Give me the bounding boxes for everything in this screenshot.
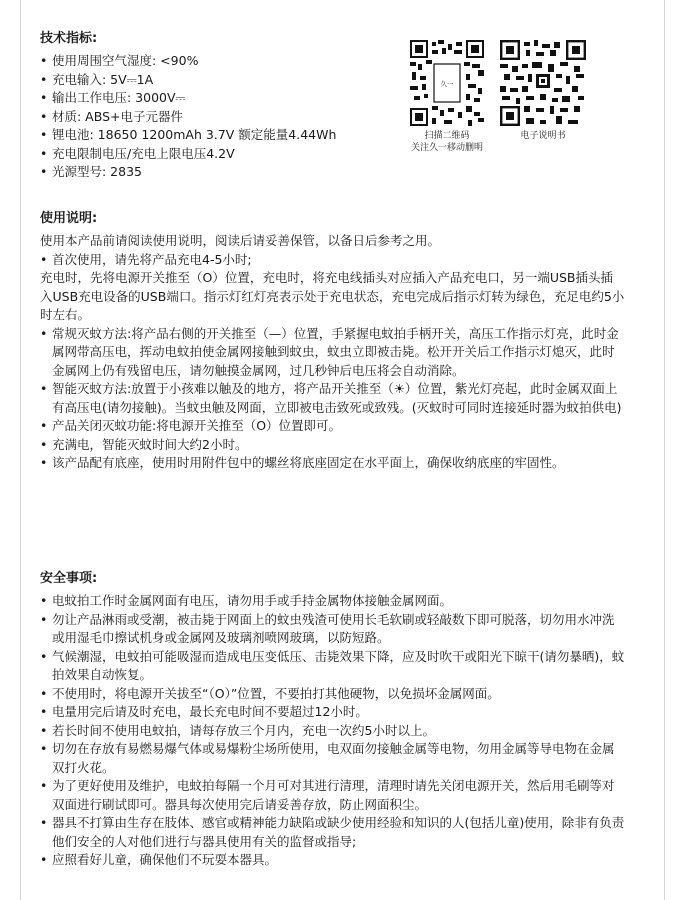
safety-item: • 切勿在存放有易燃易爆气体或易爆粉尘场所使用，电双面勿接触金属等电物，勿用金属等导电物在金属双打火花。: [40, 740, 625, 777]
qr-logo-text: 久一: [440, 80, 454, 88]
usage-item-charging: 充电时，先将电源开关推至（O）位置，充电时，将充电线插头对应插入产品充电口，另一端USB插头插入USB充电设备的USB端口。指示灯红灯亮表示处于充电状态，充电完成后指示灯转为绿色，充足电约5小时左右。: [40, 270, 625, 322]
safety-item: • 电蚊拍工作时金属网面有电压，请勿用手或手持金属物体接触金属网面。: [40, 592, 625, 611]
qr-follow-caption: [392, 130, 502, 154]
usage-item-first-use: • 首次使用，请先将产品充电4-5小时;: [40, 251, 625, 270]
spec-material: • 材质: ABS+电子元器件: [40, 108, 385, 127]
qr-follow-caption-line1: 扫描二维码: [424, 131, 470, 141]
qr-follow-caption-line2: 关注久一移动删明: [410, 143, 483, 153]
safety-section: [40, 570, 625, 870]
usage-intro: 使用本产品前请阅读使用说明，阅读后请妥善保管，以备日后参考之用。: [40, 233, 441, 248]
usage-item-turn-off: • 产品关闭灭蚊功能:将电源开关推至（O）位置即可。: [40, 417, 625, 436]
spec-light-source: • 光源型号: 2835: [40, 163, 385, 182]
safety-item: • 若长时间不使用电蚊拍，请每存放三个月内，充电一次约5小时以上。: [40, 722, 625, 741]
spec-charge-limit: [40, 145, 385, 164]
specs-section: [40, 30, 385, 182]
safety-item: • 不使用时，将电源开关拔至“（O）”位置，不要拍打其他硬物，以免损坏金属网面。: [40, 685, 625, 704]
spec-charge-input: • 充电输入: 5V⎓1A: [40, 71, 385, 90]
safety-item: • 勿让产品淋雨或受潮，被击毙于网面上的蚊虫残渣可使用长毛软刷或轻敲数下即可脱落，切勿用水冲洗或用湿毛巾擦试机身或金属网及玻璃剂喷网玻璃，以防短路。: [40, 611, 625, 648]
usage-item-normal-mode: • 常规灭蚊方法:将产品右侧的开关推至（—）位置，手紧握电蚊拍手柄开关，高压工作指示灯亮，此时金属网带高压电，挥动电蚊拍使金属网接触到蚊虫，蚊虫立即被击毙。松开开关后工作指示灯熄灭，此时金属网上仍有残留电压，请勿触摸金属网，过几秒钟后电压将会自动消除。: [40, 325, 625, 381]
usage-list: [40, 232, 625, 473]
usage-item-base: • 该产品配有底座，使用时用附件包中的螺丝将底座固定在水平面上，确保收纳底座的牢固性。: [40, 454, 625, 473]
qr-code-follow-icon: [410, 40, 484, 126]
safety-item: • 应照看好儿童，确保他们不玩耍本器具。: [40, 851, 625, 870]
usage-item-smart-mode: • 智能灭蚊方法:放置于小孩难以触及的地方，将产品开关推至（☀）位置，紫光灯亮起，此时金属双面上有高压电(请勿接触)。当蚊虫触及网面，立即被电击致死或致残。(灭蚊时可同时连接延时器为蚊拍供电): [40, 380, 625, 417]
spec-output-voltage: • 输出工作电压: 3000V⎓: [40, 89, 385, 108]
qr-manual-caption-text: 电子说明书: [520, 131, 566, 141]
safety-title: 安全事项:: [40, 571, 98, 586]
qr-follow: [392, 40, 502, 154]
qr-manual-caption: [498, 130, 588, 142]
safety-item: • 气候潮湿，电蚊拍可能吸湿而造成电压变低压、击毙效果下降，应及时吹干或阳光下晾干(请勿暴晒)，蚊拍效果自动恢复。: [40, 648, 625, 685]
qr-manual: [498, 40, 588, 142]
spec-battery: • 锂电池: 18650 1200mAh 3.7V 额定能量4.44Wh: [40, 126, 385, 145]
safety-item: • 为了更好使用及维护，电蚊拍每隔一个月可对其进行清理，清理时请先关闭电源开关，然后用毛刷等对双面进行刷试即可。器具每次使用完后请妥善存放，防止网面积尘。: [40, 777, 625, 814]
safety-item: • 器具不打算由生存在肢体、感官或精神能力缺陷或缺少使用经验和知识的人(包括儿童)使用，除非有负责他们安全的人对他们进行与器具使用有关的监督或指导;: [40, 814, 625, 851]
qr-code-manual-icon: [500, 40, 586, 126]
usage-item-duration: • 充满电，智能灭蚊时间大约2小时。: [40, 436, 625, 455]
safety-list: [40, 592, 625, 870]
usage-title: 使用说明:: [40, 211, 98, 226]
specs-list: [40, 52, 385, 182]
spec-charge-limit-text: 充电限制电压/充电上限电压4.2V: [52, 145, 235, 161]
specs-title: 技术指标:: [40, 31, 98, 46]
qr-codes: [392, 40, 612, 180]
safety-item: • 电量用完后请及时充电，最长充电时间不要超过12小时。: [40, 703, 625, 722]
usage-section: [40, 210, 625, 473]
spec-humidity: • 使用周围空气湿度: <90%: [40, 52, 385, 71]
